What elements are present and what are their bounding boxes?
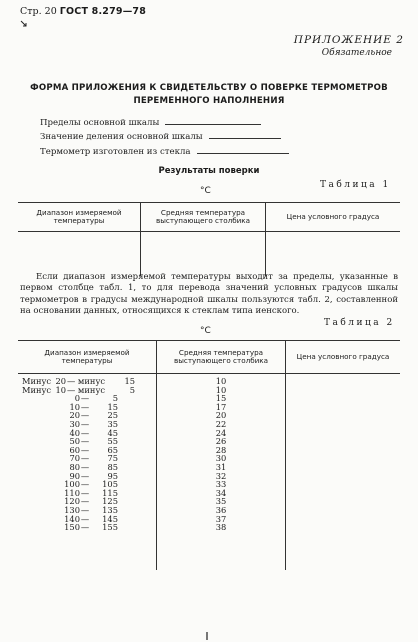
range-prefix: Минус [22,376,52,386]
range-to: 85 [107,461,118,472]
avg-temp-cell: 28 [157,446,286,455]
range-from: 140 [64,513,80,524]
table2-body [18,374,400,570]
range-to: 75 [107,453,118,464]
degree-value-cell [286,429,401,438]
degree-value-cell [286,515,401,524]
table-1 [18,202,400,276]
range-separator: — [80,522,90,533]
degree-value-cell [286,454,401,463]
avg-temp-cell: 32 [157,472,286,481]
range-cell [18,523,157,532]
avg-temp-cell: 26 [157,437,286,446]
appendix-status: Обязательное [321,48,392,58]
degree-value-cell [286,386,401,395]
field-division-value [40,132,281,142]
range-to: 55 [107,436,118,447]
corner-mark-icon [20,20,28,28]
range-from: 100 [64,479,80,490]
table1-header-row [18,203,400,232]
avg-temp-cell: 10 [157,374,286,386]
table2-col-degree-value: Цена условного градуса [286,341,401,374]
range-separator: — [80,479,90,490]
avg-temp-cell: 31 [157,463,286,472]
range-from: 20 [55,376,66,386]
avg-temp-cell: 36 [157,506,286,515]
degree-value-cell [286,411,401,420]
range-from: 20 [69,410,80,421]
range-separator: — [80,418,90,429]
field-glass-type [40,147,289,157]
table1-col-degree-value: Цена условного градуса [266,203,401,232]
degree-value-cell [286,506,401,515]
range-separator: — [80,453,90,464]
range-separator: — [80,444,90,455]
table1-unit: °C [200,186,211,196]
avg-temp-cell: 30 [157,454,286,463]
range-to: 145 [102,513,118,524]
avg-temp-cell: 33 [157,480,286,489]
range-separator: — [80,410,90,421]
page-edge-mark [206,632,208,640]
degree-value-cell [286,446,401,455]
appendix-title: ПРИЛОЖЕНИЕ 2 [293,34,404,46]
table1-col-range: Диапазон измеряемой температуры [18,203,141,232]
table2-header-row [18,341,400,374]
range-to: 15 [124,376,135,386]
table1-label: Таблица 1 [320,180,391,190]
range-separator: — [80,427,90,438]
avg-temp-cell: 17 [157,403,286,412]
range-to: 15 [107,401,118,412]
range-to: 95 [107,470,118,481]
table2-cell [18,532,157,570]
range-from: 150 [64,522,80,533]
degree-value-cell [286,489,401,498]
form-title-line-1: ФОРМА ПРИЛОЖЕНИЯ К СВИДЕТЕЛЬСТВУ О ПОВЕРКЕ ТЕРМОМЕТРОВ [30,83,388,93]
range-cell [18,374,157,386]
range-from: 30 [69,418,80,429]
avg-temp-cell: 37 [157,515,286,524]
table1-blank-row [18,232,400,277]
range-separator: — [80,461,90,472]
avg-temp-cell: 34 [157,489,286,498]
range-separator: — [80,470,90,481]
fill-in-line [165,124,261,125]
range-separator: — [80,393,90,404]
range-to: 65 [107,444,118,455]
field-label: Пределы основной шкалы [40,118,160,128]
table2-cell [286,532,401,570]
degree-value-cell [286,523,401,532]
degree-value-cell [286,420,401,429]
range-from: 110 [64,487,80,498]
table2-row [18,374,400,386]
range-from: 120 [64,496,80,507]
range-to: 105 [102,479,118,490]
results-heading: Результаты поверки [158,166,260,176]
range-separator: — [80,504,90,515]
paragraph: Если диапазон измеряемой температуры выходит за пределы, указанные в первом столбце табл. 1, то для перевода значений условных градусов шкалы термометров в градусы международной шкалы пользуются табл. 2, составленной на основании данных, относящихся к стеклам типа иенского. [20,272,398,317]
range-from: 90 [69,470,80,481]
avg-temp-cell: 10 [157,386,286,395]
range-to: 135 [102,504,118,515]
range-from: 60 [69,444,80,455]
range-from: 80 [69,461,80,472]
avg-temp-cell: 38 [157,523,286,532]
table1-cell [141,232,266,277]
avg-temp-cell: 35 [157,497,286,506]
degree-value-cell [286,394,401,403]
table1-cell [18,232,141,277]
degree-value-cell [286,480,401,489]
degree-value-cell [286,437,401,446]
range-to: 155 [102,522,118,533]
range-to: 25 [107,410,118,421]
range-to: 5 [129,384,135,395]
avg-temp-cell: 24 [157,429,286,438]
table2-label: Таблица 2 [324,318,395,328]
table2-col-range: Диапазон измеряемой температуры [18,341,157,374]
degree-value-cell [286,463,401,472]
degree-value-cell [286,472,401,481]
table2-col-avg-temp: Средняя температура выступающего столбика [157,341,286,374]
range-separator: — [80,401,90,412]
range-from: 70 [69,453,80,464]
range-from: 10 [55,384,66,395]
table1-col-avg-temp: Средняя температура выступающего столбика [141,203,266,232]
avg-temp-cell: 15 [157,394,286,403]
table2-row [18,523,400,532]
range-separator: — [80,436,90,447]
degree-value-cell [286,497,401,506]
avg-temp-cell: 22 [157,420,286,429]
range-to: 35 [107,418,118,429]
range-separator: — минус [67,384,105,395]
range-to: 5 [112,393,118,404]
range-separator: — минус [67,376,105,386]
fill-in-line [209,138,281,139]
range-to: 45 [107,427,118,438]
range-from: 0 [74,393,80,404]
fill-in-line [197,153,289,154]
field-label: Термометр изготовлен из стекла [40,147,191,157]
form-title-line-2: ПЕРЕМЕННОГО НАПОЛНЕНИЯ [133,96,285,106]
range-prefix: Минус [22,384,52,395]
degree-value-cell [286,403,401,412]
field-label: Значение деления основной шкалы [40,132,203,142]
degree-value-cell [286,374,401,386]
standard-code: ГОСТ 8.279—78 [59,6,147,17]
avg-temp-cell: 20 [157,411,286,420]
range-separator: — [80,513,90,524]
range-from: 40 [69,427,80,438]
range-separator: — [80,496,90,507]
range-to: 115 [102,487,118,498]
range-separator: — [80,487,90,498]
table2-filler-row [18,532,400,570]
range-from: 50 [69,436,80,447]
page-header [20,6,146,17]
table2-cell [157,532,286,570]
table2-unit: °C [200,326,211,336]
range-from: 10 [69,401,80,412]
field-scale-limits [40,118,261,128]
range-to: 125 [102,496,118,507]
form-title [20,82,398,108]
table-2 [18,340,400,570]
range-from: 130 [64,504,80,515]
table1-cell [266,232,401,277]
page-number: Стр. 20 [20,6,57,17]
